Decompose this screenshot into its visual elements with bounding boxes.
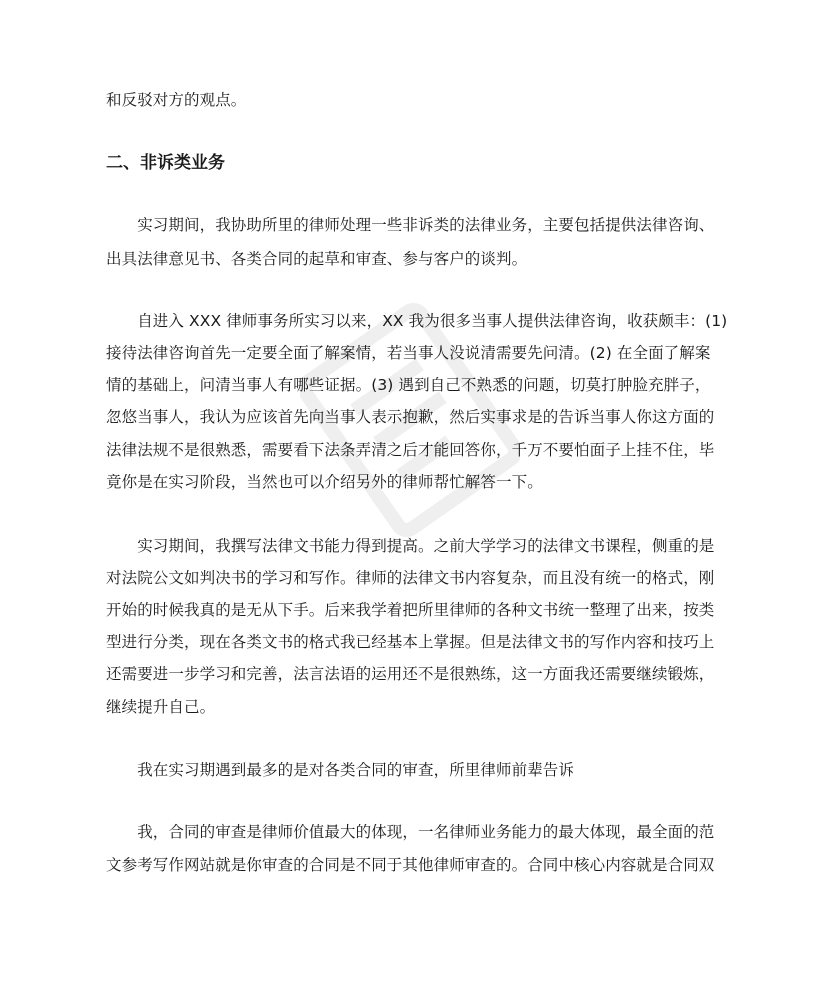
paragraph-3-line-6: 继续提升自己。 [106,698,216,716]
paragraph-3-line-4: 型进行分类，现在各类文书的格式我已经基本上掌握。但是法律文书的写作内容和技巧上 [106,633,715,651]
paragraph-2-line-2: 接待法律咨询首先一定要全面了解案情，若当事人没说清需要先问清。(2) 在全面了解案 [106,344,711,362]
paragraph-5-line-1: 我，合同的审查是律师价值最大的体现，一名律师业务能力的最大体现，最全面的范 [106,823,715,841]
paragraph-3-line-5: 还需要进一步学习和完善，法言法语的运用还不是很熟练，这一方面我还需要继续锻炼， [106,665,715,683]
paragraph-1-line-2: 出具法律意见书、各类合同的起草和审查、参与客户的谈判。 [106,250,528,268]
paragraph-2-line-4: 忽悠当事人，我认为应该首先向当事人表示抱歉，然后实事求是的告诉当事人你这方面的 [106,408,715,426]
intro-line: 和反驳对方的观点。 [106,91,247,109]
paragraph-2-line-6: 竟你是在实习阶段，当然也可以介绍另外的律师帮忙解答一下。 [106,473,543,491]
paragraph-2-line-3: 情的基础上，问清当事人有哪些证据。(3) 遇到自己不熟悉的问题，切莫打肿脸充胖子， [106,376,711,394]
paragraph-2-line-1: 自进入 XXX 律师事务所实习以来，XX 我为很多当事人提供法律咨询，收获颇丰：(1) [106,312,728,330]
paragraph-2-line-5: 法律法规不是很熟悉，需要看下法条弄清之后才能回答你，千万不要怕面子上挂不住，毕 [106,441,715,459]
section-heading: 二、非诉类业务 [106,153,225,173]
paragraph-3-line-2: 对法院公文如判决书的学习和写作。律师的法律文书内容复杂，而且没有统一的格式，刚 [106,569,715,587]
paragraph-3-line-1: 实习期间，我撰写法律文书能力得到提高。之前大学学习的法律文书课程，侧重的是 [106,537,715,555]
paragraph-5-line-2: 文参考写作网站就是你审查的合同是不同于其他律师审查的。合同中核心内容就是合同双 [106,856,715,874]
paragraph-4-line-1: 我在实习期遇到最多的是对各类合同的审查，所里律师前辈告诉 [106,761,575,779]
paragraph-3-line-3: 开始的时候我真的是无从下手。后来我学着把所里律师的各种文书统一整理了出来，按类 [106,601,715,619]
paragraph-1-line-1: 实习期间，我协助所里的律师处理一些非诉类的法律业务，主要包括提供法律咨询、 [106,216,715,234]
